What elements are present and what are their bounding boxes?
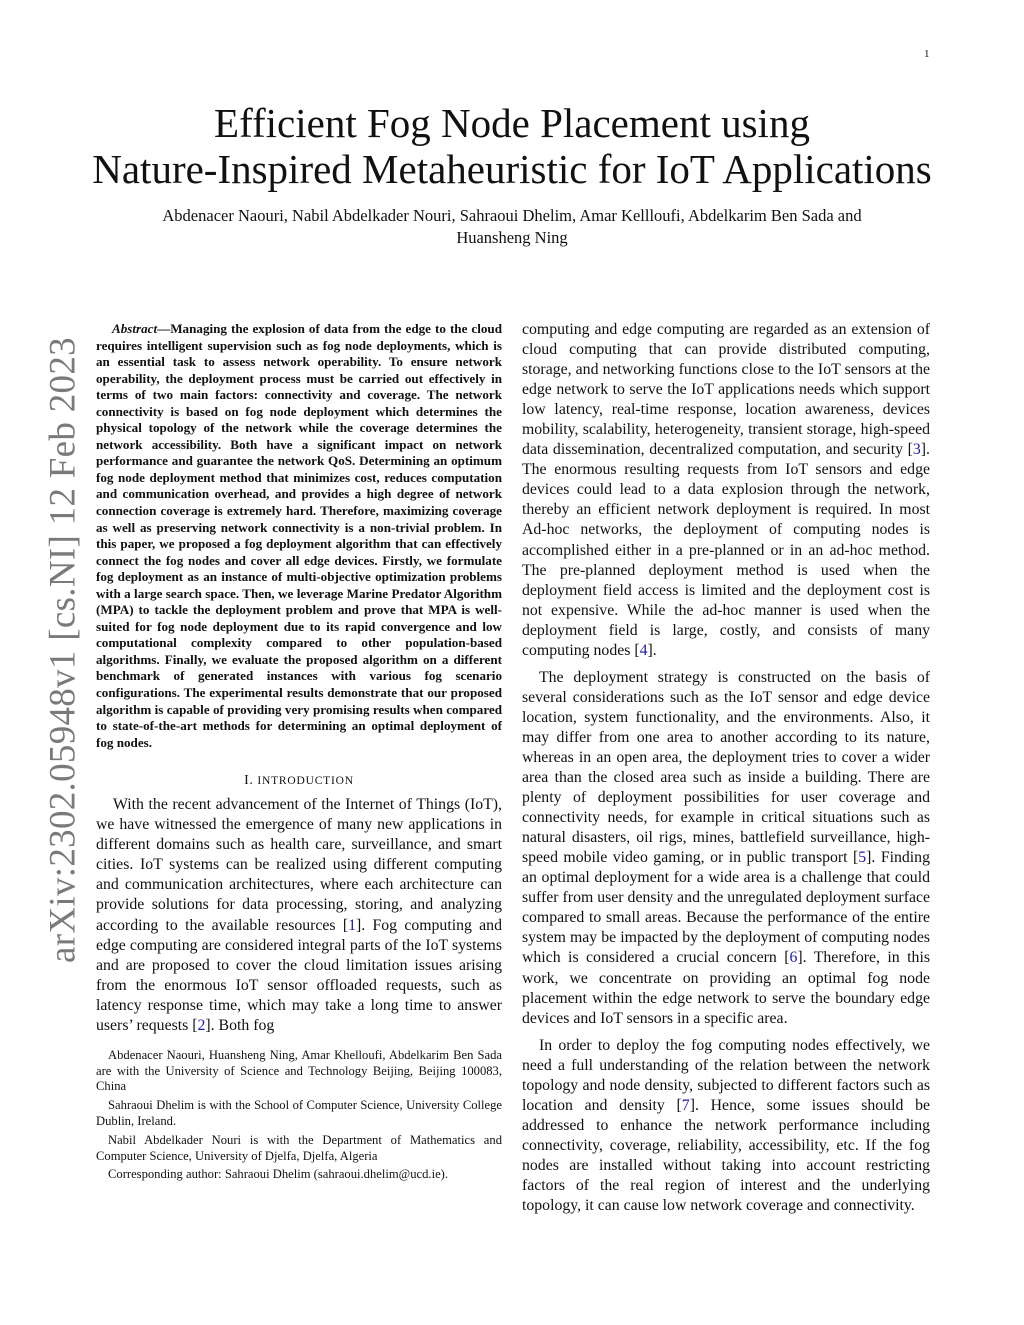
section-heading-introduction: [96, 773, 502, 789]
arxiv-identifier-stamp: arXiv:2302.05948v1 [cs.NI] 12 Feb 2023: [42, 337, 84, 963]
citation-link[interactable]: 4: [639, 641, 648, 659]
paragraph-text: The deployment strategy is constructed on the basis of several considerations such as the IoT sensor and edge device location, system functionality, and the environments. Also, it may differ from one area to another according to its nature, whereas in an open area, the deployment tries to cover a wider area than the closed area such as inside a building. There are plenty of deployment possibilities for user coverage and connectivity needs, for example in critical situations such as natural disasters, oil rigs, mines, battlefield surveillance, high-speed mobile video gaming, or in public transport [: [522, 668, 930, 867]
paragraph-text: ]. Therefore, in this work, we concentrate on providing an optimal fog node placement within the edge network to serve the boundary edge devices and IoT sensors in a specific area.: [522, 949, 930, 1027]
right-paragraph-2: [522, 668, 930, 1029]
author-line-2: Huansheng Ning: [456, 228, 568, 247]
footnotes: [96, 1048, 502, 1183]
paragraph-text: ]. The enormous resulting requests from IoT sensors and edge devices could lead to a data explosion through the network, thereby an efficient network deployment is required. In most Ad-hoc networks, the deployment of computing nodes is accomplished either in a pre-planned or in an ad-hoc method. The pre-planned deployment method is used when the deployment field access is limited and the deployment cost is not expensive. While the ad-hoc manner is used when the deployment field is large, costly, and consists of many computing nodes [: [522, 441, 930, 659]
paragraph-text: ]. Both fog: [205, 1016, 275, 1034]
author-list: [90, 205, 934, 249]
paper-title-line-2: Nature-Inspired Metaheuristic for IoT Applications: [92, 146, 932, 192]
paper-title-line-1: Efficient Fog Node Placement using: [214, 100, 810, 146]
abstract-label: Abstract: [112, 321, 158, 336]
paragraph-text: ]. Fog computing and edge computing are considered integral parts of the IoT systems and are proposed to cover the cloud limitation issues arising from the enormous IoT sensor offloaded requests, such as latency response time, which may take a long time to answer users’ requests [: [96, 916, 502, 1034]
paragraph-text: ]. Finding an optimal deployment for a wide area is a challenge that could suffer from user density and the unregulated deployment surface compared to small areas. Because the performance of the entire system may be impacted by the deployment of computing nodes which is considered a crucial concern [: [522, 849, 930, 967]
right-paragraph-1: [522, 320, 930, 661]
citation-link[interactable]: 7: [681, 1096, 690, 1114]
footnote-corresponding-author: Corresponding author: Sahraoui Dhelim (sahraoui.dhelim@ucd.ie).: [108, 1167, 449, 1182]
intro-paragraph-1: [96, 795, 502, 1036]
page-number: 1: [924, 48, 930, 60]
paper-title: [60, 100, 964, 192]
section-title: INTRODUCTION: [257, 775, 354, 788]
footnote-affiliation-2: Sahraoui Dhelim is with the School of Computer Science, University College Dublin, Ireland.: [96, 1098, 502, 1128]
footnote-affiliation-1: Abdenacer Naouri, Huansheng Ning, Amar Khelloufi, Abdelkarim Ben Sada are with the University of Science and Technology Beijing, Beijing 100083, China: [96, 1047, 502, 1094]
paragraph-text: With the recent advancement of the Internet of Things (IoT), we have witnessed the emergence of many new applications in different domains such as health care, surveillance, and smart cities. IoT systems can be realized using different computing and communication architectures, where each architecture can provide solutions for data processing, storing, and analyzing according to the available resources [: [96, 796, 502, 934]
footnote-affiliation-3: Nabil Abdelkader Nouri is with the Department of Mathematics and Computer Science, University of Djelfa, Djelfa, Algeria: [96, 1132, 502, 1163]
right-paragraph-3: [522, 1036, 930, 1216]
citation-link[interactable]: 3: [912, 441, 921, 459]
right-column: [522, 320, 930, 1216]
left-column: [96, 321, 502, 1186]
citation-link[interactable]: 6: [789, 949, 798, 967]
citation-link[interactable]: 5: [858, 849, 867, 867]
paragraph-text: computing and edge computing are regarded as an extension of cloud computing that can provide distributed computing, storage, and networking functions close to the IoT sensors at the edge network to serve the IoT applications needs which support low latency, real-time response, location awareness, devices mobility, scalability, heterogeneity, transient storage, high-speed data dissemination, decentralized computation, and security [: [522, 321, 930, 459]
author-line-1: Abdenacer Naouri, Nabil Abdelkader Nouri, Sahraoui Dhelim, Amar Kellloufi, Abdelkarim Ben Sada and: [162, 206, 862, 225]
citation-link[interactable]: 1: [348, 916, 357, 934]
paragraph-text: In order to deploy the fog computing nodes effectively, we need a full understanding of the relation between the network topology and node density, subjected to different factors such as location and density [: [522, 1036, 930, 1114]
paragraph-text: ]. Hence, some issues should be addressed to enhance the network performance including connectivity, coverage, reliability, accessibility, etc. If the fog nodes are installed without taking into account restricting factors of the real region of interest and the underlying topology, it can cause low network coverage and connectivity.: [522, 1096, 931, 1215]
abstract: [96, 321, 502, 751]
paragraph-text: ].: [647, 641, 657, 659]
section-numeral: I.: [244, 773, 254, 789]
abstract-text: —Managing the explosion of data from the edge to the cloud requires intelligent supervision such as fog node deployments, which is an essential task to assess network operability. To ensure network operability, the deployment process must be carried out effectively in terms of two main factors: connectivity and coverage. The network connectivity is based on fog node deployment which determines the physical topology of the network while the coverage determines the network accessibility. Both have a significant impact on network performance and guarantee the network QoS. Determining an optimum fog node deployment method that minimizes cost, reduces computation and communication overhead, and provides a high degree of network connection coverage is extremely hard. Therefore, maximizing coverage as well as preserving network connectivity is a non-trivial problem. In this paper, we proposed a fog deployment algorithm that can effectively connect the fog nodes and cover all edge devices. Firstly, we formulate fog deployment as an instance of multi-objective optimization problems with a large search space. Then, we leverage Marine Predator Algorithm (MPA) to tackle the deployment problem and prove that MPA is well-suited for fog node deployment due to its rapid convergence and low computational complexity compared to other population-based algorithms. Finally, we evaluate the proposed algorithm on a different benchmark of generated instances with various fog scenario configurations. The experimental results demonstrate that our proposed algorithm is capable of providing very promising results when compared to state-of-the-art methods for determining an optimal deployment of fog nodes.: [96, 321, 502, 750]
citation-link[interactable]: 2: [197, 1016, 206, 1034]
